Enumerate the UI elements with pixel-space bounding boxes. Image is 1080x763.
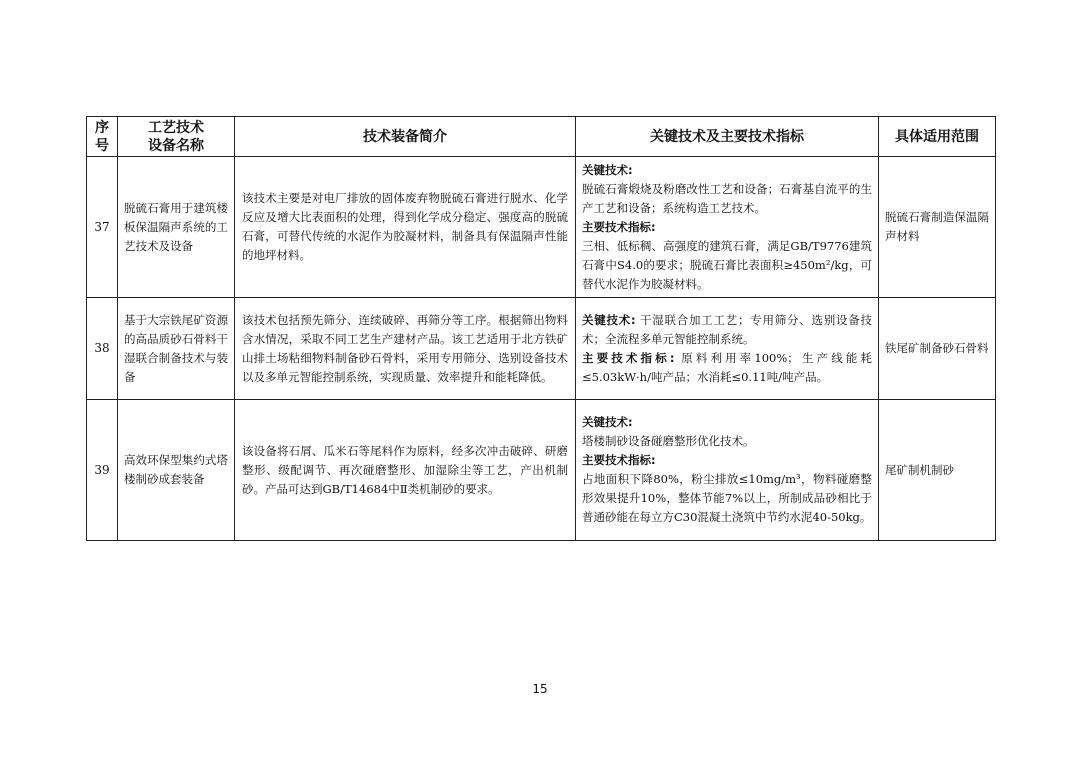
table-row — [87, 157, 996, 298]
technology-table — [86, 116, 996, 541]
metrics-text: 三相、低标稠、高强度的建筑石膏，满足GB/T9776建筑石膏中S4.0的要求；脱硫石膏比表面积≥450m²/kg，可替代水泥作为胶凝材料。 — [582, 238, 872, 291]
metrics-text: 占地面积下降80%，粉尘排放≤10mg/m³，物料碰磨整形效果提升10%，整体节能7%以上，所制成品砂相比于普通砂能在每立方C30混凝土浇筑中节约水泥40-50kg。 — [582, 472, 872, 524]
key-tech-label: 关键技术: — [582, 312, 636, 327]
header-process-name: 工艺技术 设备名称 — [118, 117, 235, 157]
key-tech-cell — [576, 157, 879, 298]
tech-intro-cell: 该设备将石屑、瓜米石等尾料作为原料，经多次冲击破碎、研磨整形、级配调节、再次碰磨整形、加湿除尘等工艺，产出机制砂。产品可达到GB/T14684中Ⅱ类机制砂的要求。 — [235, 400, 576, 541]
table-header-row — [87, 117, 996, 157]
header-scope: 具体适用范围 — [879, 117, 996, 157]
metrics-label: 主要技术指标: — [582, 453, 656, 467]
table-row — [87, 400, 996, 541]
key-tech-text: 脱硫石膏煅烧及粉磨改性工艺和设备；石膏基自流平的生产工艺和设备；系统构造工艺技术。 — [582, 181, 872, 215]
serial-number-cell: 38 — [87, 298, 118, 400]
tech-intro-cell: 该技术主要是对电厂排放的固体废弃物脱硫石膏进行脱水、化学反应及增大比表面积的处理，得到化学成分稳定、强度高的脱硫石膏，可替代传统的水泥作为胶凝材料，制备具有保温隔声性能的地坪材料。 — [235, 157, 576, 298]
metrics-label: 主要技术指标: — [582, 219, 656, 234]
key-tech-label: 关键技术: — [582, 415, 633, 429]
key-tech-cell — [576, 400, 879, 541]
process-name-cell: 高效环保型集约式塔楼制砂成套装备 — [118, 400, 235, 541]
page-number: 15 — [532, 682, 548, 696]
key-tech-label: 关键技术: — [582, 162, 633, 177]
metrics-label: 主要技术指标: — [582, 350, 675, 365]
process-name-cell: 基于大宗铁尾矿资源的高品质砂石骨料干湿联合制备技术与装备 — [118, 298, 235, 400]
key-tech-cell — [576, 298, 879, 400]
tech-intro-cell: 该技术包括预先筛分、连续破碎、再筛分等工序。根据筛出物料含水情况，采取不同工艺生产建材产品。该工艺适用于北方铁矿山排土场粘细物料制备砂石骨料，采用专用筛分、选别设备技术以及多单元智能控制系统，实现质量、效率提升和能耗降低。 — [235, 298, 576, 400]
metrics-text: 原料利用率100%；生产线能耗≤5.03kW·h/吨产品；水消耗≤0.11吨/吨产品。 — [582, 350, 872, 384]
table-row — [87, 298, 996, 400]
key-tech-text: 塔楼制砂设备碰磨整形优化技术。 — [582, 434, 755, 448]
header-tech-intro: 技术装备简介 — [235, 117, 576, 157]
header-key-tech: 关键技术及主要技术指标 — [576, 117, 879, 157]
scope-cell: 脱硫石膏制造保温隔声材料 — [879, 157, 996, 298]
key-tech-text: 干湿联合加工工艺；专用筛分、选别设备技术；全流程多单元智能控制系统。 — [582, 312, 873, 346]
process-name-cell: 脱硫石膏用于建筑楼板保温隔声系统的工艺技术及设备 — [118, 157, 235, 298]
scope-cell: 尾矿制机制砂 — [879, 400, 996, 541]
scope-cell: 铁尾矿制备砂石骨料 — [879, 298, 996, 400]
serial-number-cell: 37 — [87, 157, 118, 298]
header-serial-number: 序 号 — [87, 117, 118, 157]
serial-number-cell: 39 — [87, 400, 118, 541]
